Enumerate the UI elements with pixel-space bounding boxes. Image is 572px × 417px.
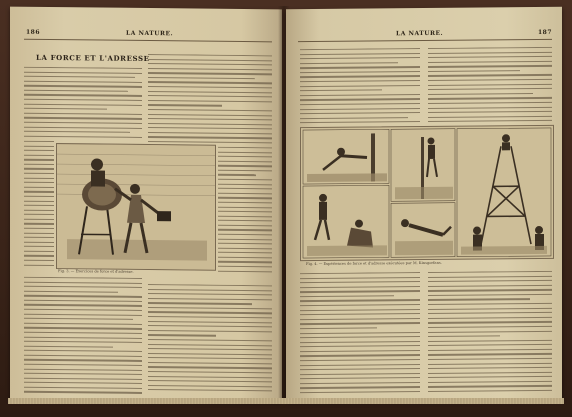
left-figure-caption: Fig. 3. — Exercices de force et d'adresse. — [58, 269, 134, 274]
strongman-illustration — [57, 144, 215, 270]
engraving-strongman-figure — [56, 143, 216, 271]
left-page-number: 186 — [26, 28, 41, 36]
left-page — [10, 7, 282, 402]
right-column-text-top — [148, 54, 272, 145]
left-running-head: LA NATURE. — [126, 29, 174, 38]
article-title: LA FORCE ET L'ADRESSE — [36, 52, 150, 64]
acrobatics-illustration — [301, 126, 553, 260]
right-column-narrow-text — [218, 147, 272, 278]
right-page-left-column-bottom — [300, 272, 420, 397]
right-running-head: LA NATURE. — [396, 29, 444, 38]
left-column-narrow-text — [24, 141, 54, 269]
right-column-text-bottom — [148, 284, 272, 397]
right-page — [286, 7, 562, 401]
page-edges — [8, 398, 564, 404]
left-column-text-bottom — [24, 277, 142, 396]
right-page-number: 187 — [538, 28, 553, 37]
right-header-rule — [298, 39, 552, 42]
right-page-right-column-bottom — [428, 271, 552, 396]
right-page-right-column-top — [428, 47, 552, 124]
left-column-text-top — [24, 67, 142, 140]
right-figure-caption: Fig. 4. — Expériences de force et d'adresse exécutées par M. Kinsgorfans. — [306, 260, 442, 267]
right-page-left-column-top — [300, 48, 420, 125]
left-header-rule — [24, 39, 272, 43]
engraving-acrobatics-figure — [300, 125, 554, 261]
